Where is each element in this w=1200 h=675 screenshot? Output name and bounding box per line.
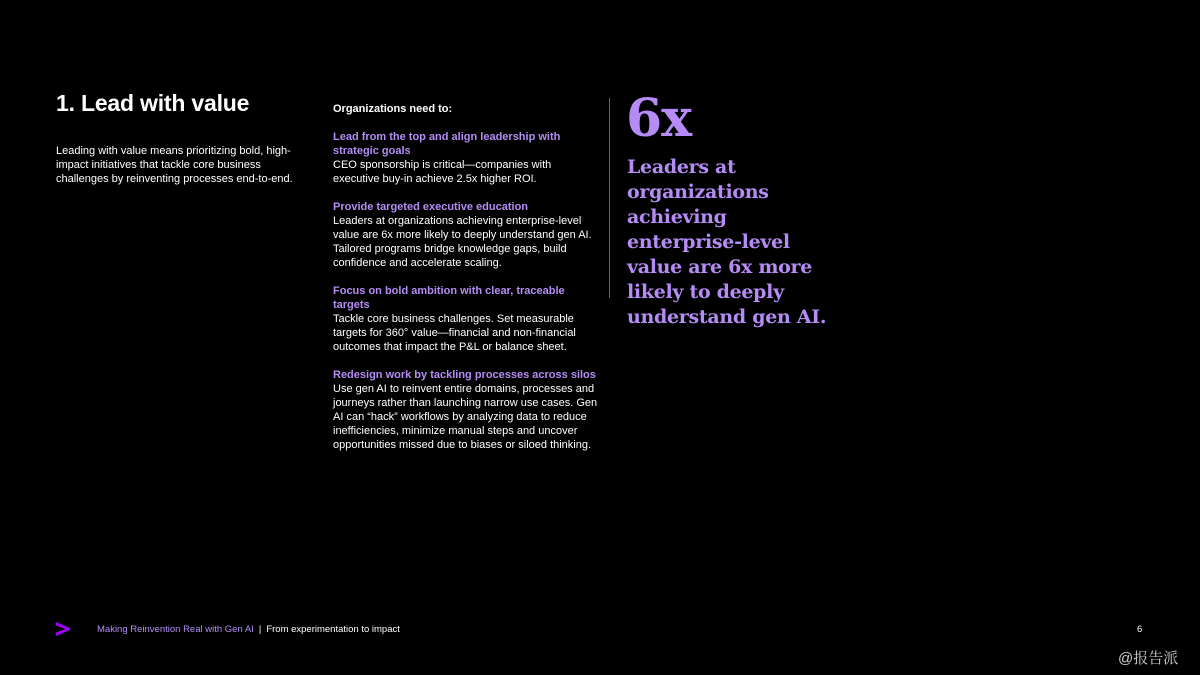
action-item xyxy=(333,368,598,452)
action-heading: Lead from the top and align leadership with strategic goals xyxy=(333,131,561,157)
footer-subtitle: From experimentation to impact xyxy=(266,624,400,635)
action-body: Use gen AI to reinvent entire domains, processes and journeys rather than launching narrow use cases. Gen AI can “hack” workflows by analyzing data to reduce inefficiencies, minimize manual steps and uncover opportunities missed due to biases or siloed thinking. xyxy=(333,383,598,451)
section-intro: Leading with value means prioritizing bold, high-impact initiatives that tackle core business challenges by reinventing processes end-to-end. xyxy=(56,145,293,185)
action-item xyxy=(333,200,598,270)
action-heading: Redesign work by tackling processes across silos xyxy=(333,369,596,381)
section-title: 1. Lead with value xyxy=(56,90,250,116)
page-number: 6 xyxy=(1137,624,1143,635)
footer-separator: | xyxy=(258,624,262,635)
accenture-chevron-icon xyxy=(55,621,71,637)
action-item xyxy=(333,130,598,186)
actions-lead: Organizations need to: xyxy=(333,103,453,115)
footer-doc-title: Making Reinvention Real with Gen AI xyxy=(97,624,254,635)
action-body: Tackle core business challenges. Set measurable targets for 360° value—financial and non-financial outcomes that impact the P&L or balance sheet. xyxy=(333,313,576,353)
callout-stat: 6x xyxy=(626,88,692,149)
watermark: @报告派 xyxy=(1118,650,1179,667)
footer xyxy=(97,624,400,636)
action-heading: Provide targeted executive education xyxy=(333,201,529,213)
callout-divider xyxy=(609,98,610,298)
callout-text: Leaders at organizations achieving enterprise-level value are 6x more likely to deeply understand gen AI. xyxy=(627,156,827,328)
action-body: Leaders at organizations achieving enterprise-level value are 6x more likely to deeply understand gen AI. Tailored programs bridge knowledge gaps, build confidence and accelerate scaling. xyxy=(333,215,592,269)
actions-column xyxy=(333,102,598,466)
action-item xyxy=(333,284,598,354)
action-body: CEO sponsorship is critical—companies with executive buy-in achieve 2.5x higher ROI. xyxy=(333,159,552,185)
action-heading: Focus on bold ambition with clear, traceable targets xyxy=(333,285,565,311)
